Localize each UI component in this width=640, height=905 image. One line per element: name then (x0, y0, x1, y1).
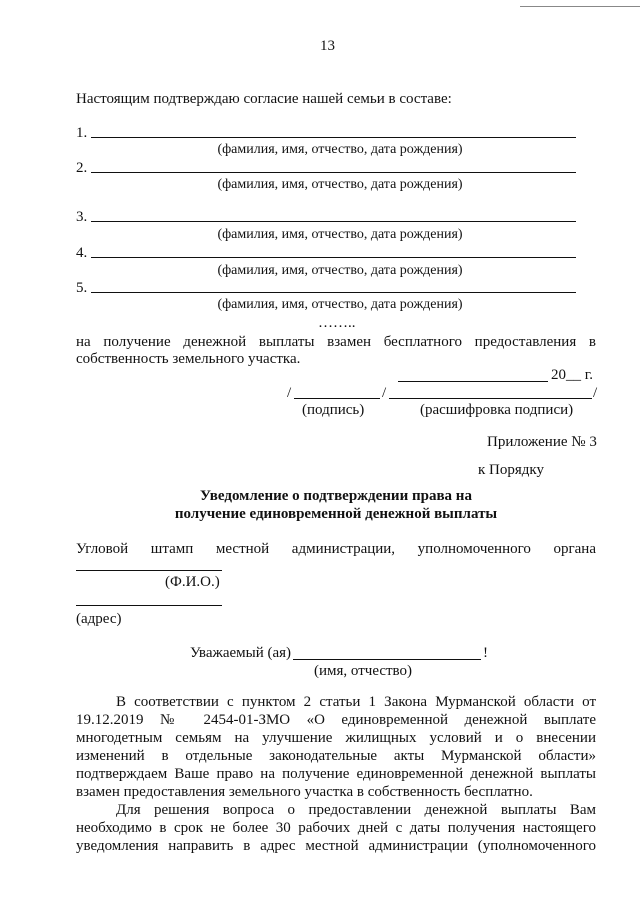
scan-edge-mark (520, 0, 640, 7)
para1-line-2: 19.12.2019 № 2454-01-ЗМО «О единовременной денежной выплате (76, 712, 596, 728)
purpose-line-1: на получение денежной выплаты взамен бесплатного предоставления в (76, 334, 596, 350)
appendix-to: к Порядку (478, 462, 544, 478)
member-3-line (91, 221, 576, 222)
notice-title-line-2: получение единовременной денежной выплаты (174, 506, 498, 522)
signature-slash-mid: / (382, 385, 387, 401)
member-5-line (91, 292, 576, 293)
dear-label: Уважаемый (ая) (190, 645, 292, 661)
dear-exclamation: ! (483, 645, 488, 661)
para2-line-2: необходимо в срок не более 30 рабочих дней с даты получения настоящего (76, 820, 596, 836)
member-4-line (91, 257, 576, 258)
fio-label: (Ф.И.О.) (165, 574, 220, 590)
para2-line-1: Для решения вопроса о предоставлении денежной выплаты Вам (116, 802, 596, 818)
decryption-label: (расшифровка подписи) (420, 402, 574, 418)
signature-slash-left: / (287, 385, 292, 401)
appendix-number: Приложение № 3 (487, 434, 597, 450)
member-3-number: 3. (76, 209, 88, 225)
fio-line (76, 570, 222, 571)
member-3-caption: (фамилия, имя, отчество, дата рождения) (217, 227, 463, 242)
para1-line-4: изменений в отдельные законодательные акты Мурманской области» (76, 748, 596, 764)
member-5-number: 5. (76, 280, 88, 296)
page-number: 13 (320, 38, 335, 54)
purpose-line-2: собственность земельного участка. (76, 351, 301, 367)
member-4-caption: (фамилия, имя, отчество, дата рождения) (217, 263, 463, 278)
decryption-line (389, 398, 592, 399)
member-5-caption: (фамилия, имя, отчество, дата рождения) (217, 297, 463, 312)
address-label: (адрес) (76, 611, 122, 627)
para1-line-3: многодетным семьям на улучшение жилищных условий и о внесении (76, 730, 596, 746)
name-caption: (имя, отчество) (314, 663, 413, 679)
stamp-line: Угловой штамп местной администрации, уполномоченного органа (76, 541, 596, 557)
signature-line (294, 398, 380, 399)
para1-line-6: взамен предоставления земельного участка в собственность бесплатно. (76, 784, 533, 800)
member-2-caption: (фамилия, имя, отчество, дата рождения) (217, 177, 463, 192)
member-4-number: 4. (76, 245, 88, 261)
dear-name-line (293, 659, 481, 660)
para2-line-3: уведомления направить в адрес местной администрации (уполномоченного (76, 838, 596, 854)
address-line (76, 605, 222, 606)
consent-intro: Настоящим подтверждаю согласие нашей семьи в составе: (76, 91, 452, 107)
notice-title-line-1: Уведомление о подтверждении права на (200, 488, 472, 504)
member-1-caption: (фамилия, имя, отчество, дата рождения) (217, 142, 463, 157)
signature-label: (подпись) (302, 402, 365, 418)
date-line (398, 381, 548, 382)
ellipsis: …….. (318, 315, 356, 331)
member-2-number: 2. (76, 160, 88, 176)
member-1-number: 1. (76, 125, 88, 141)
para1-line-1: В соответствии с пунктом 2 статьи 1 Закона Мурманской области от (116, 694, 596, 710)
signature-slash-right: / (593, 385, 598, 401)
para1-line-5: подтверждаем Ваше право на получение единовременной денежной выплаты (76, 766, 596, 782)
date-year: 20__ г. (551, 367, 593, 383)
member-1-line (91, 137, 576, 138)
member-2-line (91, 172, 576, 173)
